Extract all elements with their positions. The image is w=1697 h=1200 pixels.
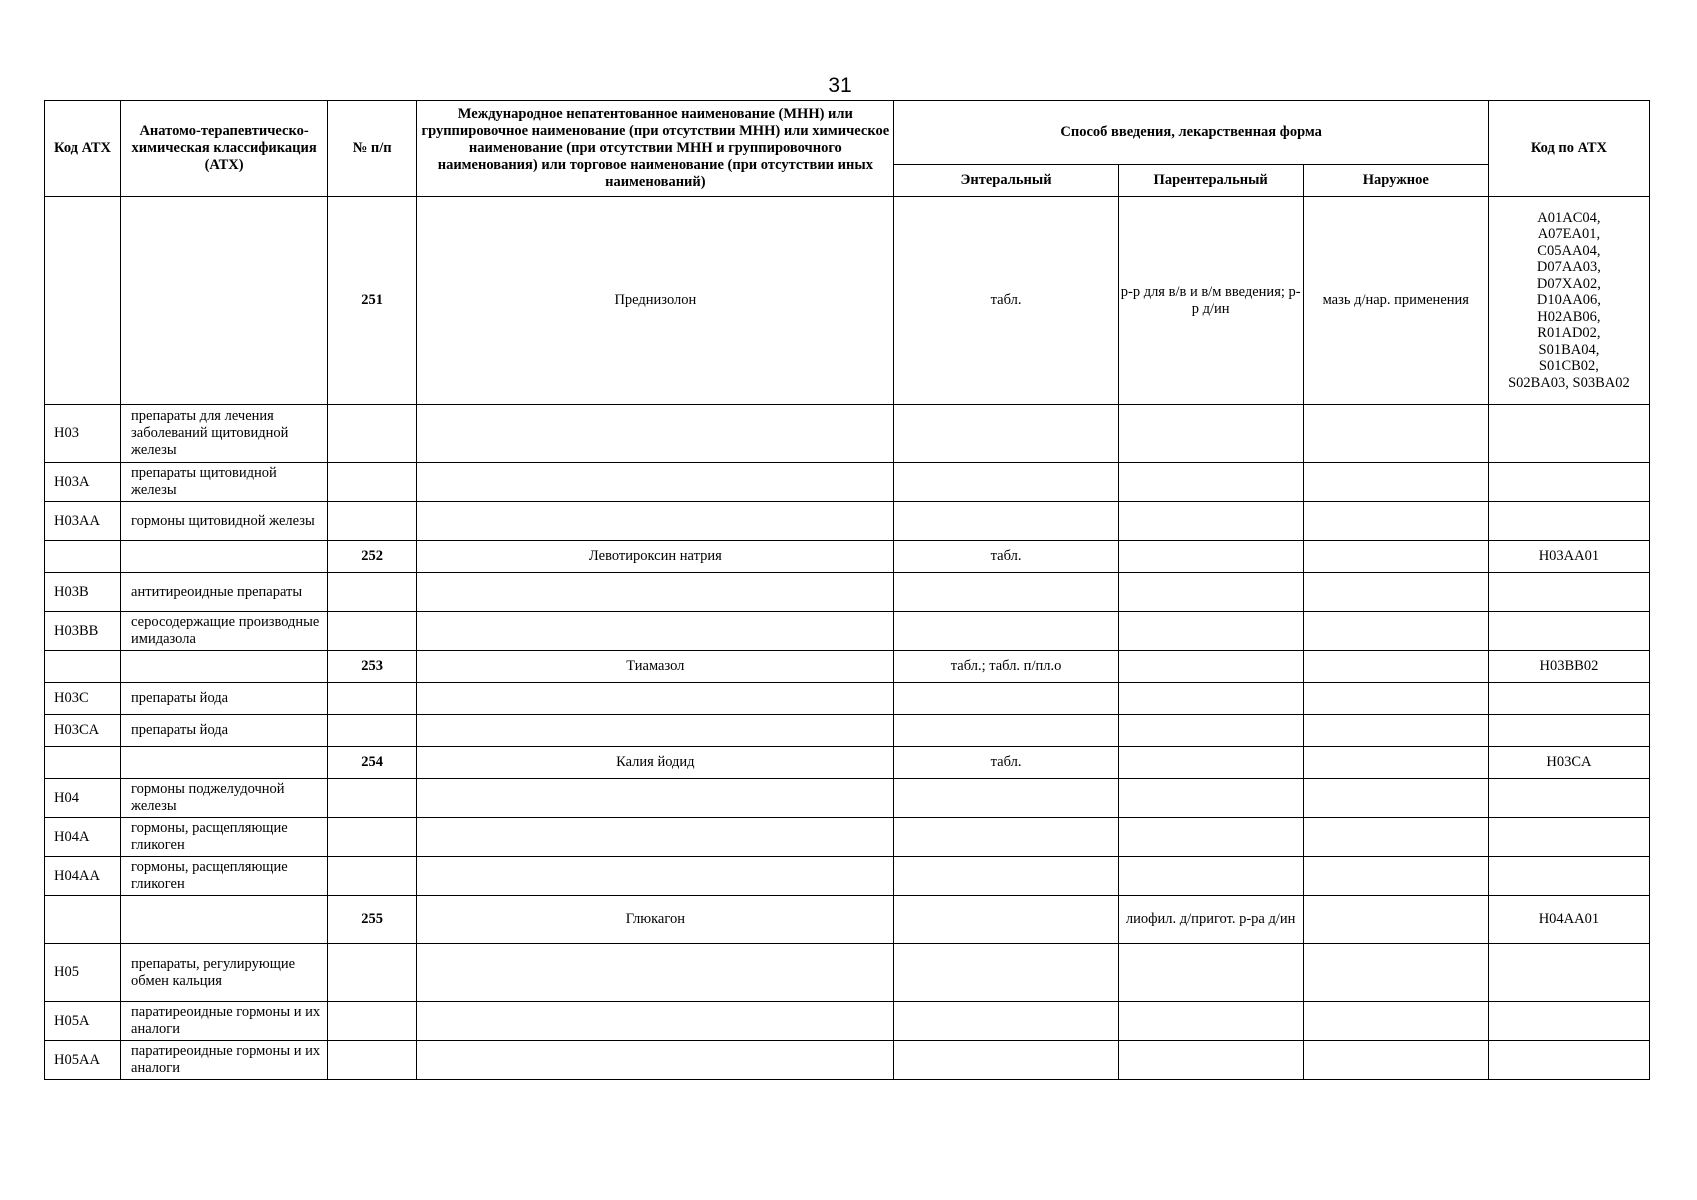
cell-external [1303,1041,1488,1080]
cell-name [417,779,894,818]
table-row [45,612,1650,651]
cell-external [1303,715,1488,747]
cell-parenteral [1118,1002,1303,1041]
header-number: № п/п [328,101,417,197]
cell-classification: гормоны, расщепляющие гликоген [121,818,328,857]
cell-atx-code [1488,715,1649,747]
table-header [45,101,1650,197]
cell-external [1303,541,1488,573]
cell-number [328,502,417,541]
cell-parenteral [1118,944,1303,1002]
cell-classification: паратиреоидные гормоны и их аналоги [121,1002,328,1041]
cell-number [328,683,417,715]
cell-code [45,747,121,779]
table-row [45,944,1650,1002]
cell-parenteral [1118,405,1303,463]
cell-enteral [894,818,1118,857]
cell-parenteral [1118,463,1303,502]
atx-code: C05AA04, [1537,242,1601,259]
table-row [45,1041,1650,1080]
header-name: Международное непатентованное наименование (МНН) или группировочное наименование (при отсутствии МНН) или химическое наименование (при отсутствии МНН и группировочного наименования) или торговое наименование (при отсутствии иных наименований) [417,101,894,197]
cell-classification: паратиреоидные гормоны и их аналоги [121,1041,328,1080]
cell-classification: препараты, регулирующие обмен кальция [121,944,328,1002]
cell-enteral: табл. [894,541,1118,573]
cell-enteral: табл. [894,197,1118,405]
atx-code: R01AD02, [1537,325,1601,342]
cell-atx-code [1488,573,1649,612]
table-row [45,747,1650,779]
cell-classification: препараты щитовидной железы [121,463,328,502]
cell-atx-code [1488,502,1649,541]
cell-classification [121,896,328,944]
atx-code: S02BA03, S03BA02 [1508,374,1630,391]
cell-atx-code [1488,1041,1649,1080]
cell-external [1303,651,1488,683]
cell-external [1303,573,1488,612]
cell-number: 251 [328,197,417,405]
cell-code [45,896,121,944]
header-enteral: Энтеральный [894,165,1118,197]
table-row [45,896,1650,944]
cell-external [1303,857,1488,896]
cell-classification: гормоны, расщепляющие гликоген [121,857,328,896]
cell-external [1303,502,1488,541]
cell-parenteral [1118,651,1303,683]
table-body [45,197,1650,1080]
table-row [45,502,1650,541]
cell-number [328,944,417,1002]
atx-code: S01BA04, [1538,341,1600,358]
cell-atx-code [1488,818,1649,857]
cell-code [45,541,121,573]
cell-parenteral: лиофил. д/пригот. р-ра д/ин [1118,896,1303,944]
atx-code: D10AA06, [1536,292,1601,309]
atx-code: A07EA01, [1537,226,1601,243]
cell-number: 255 [328,896,417,944]
table-row [45,463,1650,502]
table-row [45,683,1650,715]
cell-parenteral [1118,1041,1303,1080]
cell-code: H05A [45,1002,121,1041]
cell-parenteral [1118,747,1303,779]
cell-number [328,463,417,502]
cell-external [1303,944,1488,1002]
cell-name [417,944,894,1002]
cell-atx-code [1488,651,1649,683]
table-row [45,818,1650,857]
cell-name [417,502,894,541]
cell-code: H05 [45,944,121,1002]
cell-enteral [894,502,1118,541]
cell-name: Калия йодид [417,747,894,779]
cell-number [328,405,417,463]
cell-enteral [894,896,1118,944]
cell-number: 254 [328,747,417,779]
cell-name: Глюкагон [417,896,894,944]
cell-atx-code [1488,463,1649,502]
cell-parenteral [1118,612,1303,651]
cell-atx-code [1488,197,1649,405]
cell-atx-code [1488,779,1649,818]
cell-code [45,197,121,405]
cell-parenteral: р-р для в/в и в/м введения; р-р д/ин [1118,197,1303,405]
cell-number: 252 [328,541,417,573]
cell-external [1303,818,1488,857]
table-row [45,405,1650,463]
cell-classification: препараты йода [121,683,328,715]
cell-enteral [894,573,1118,612]
page-number: 31 [828,74,852,97]
cell-atx-code [1488,612,1649,651]
table-row [45,857,1650,896]
cell-external [1303,612,1488,651]
cell-external [1303,405,1488,463]
cell-parenteral [1118,502,1303,541]
cell-number [328,779,417,818]
cell-classification: препараты для лечения заболеваний щитовидной железы [121,405,328,463]
atx-code: S01CB02, [1538,358,1599,375]
cell-code: H03B [45,573,121,612]
atx-code-list [1491,911,1647,928]
cell-number [328,818,417,857]
cell-classification: серосодержащие производные имидазола [121,612,328,651]
cell-name [417,1002,894,1041]
cell-name [417,612,894,651]
cell-enteral [894,1002,1118,1041]
cell-name: Левотироксин натрия [417,541,894,573]
atx-code: H03CA [1546,754,1592,771]
table-row [45,715,1650,747]
atx-code: D07XA02, [1536,275,1601,292]
cell-external [1303,896,1488,944]
atx-code-list [1491,754,1647,771]
cell-external [1303,779,1488,818]
cell-atx-code [1488,683,1649,715]
cell-parenteral [1118,683,1303,715]
cell-atx-code [1488,896,1649,944]
table-row [45,541,1650,573]
atx-code: A01AC04, [1537,209,1601,226]
table-row [45,573,1650,612]
cell-code: H03CA [45,715,121,747]
cell-enteral [894,463,1118,502]
table-row [45,779,1650,818]
cell-code: H03 [45,405,121,463]
cell-parenteral [1118,573,1303,612]
cell-enteral [894,715,1118,747]
atx-code: H03AA01 [1538,548,1600,565]
cell-name [417,573,894,612]
cell-parenteral [1118,818,1303,857]
atx-code-list [1491,548,1647,565]
cell-classification: гормоны щитовидной железы [121,502,328,541]
cell-code: H03AA [45,502,121,541]
atx-code-list [1491,658,1647,675]
cell-name [417,1041,894,1080]
atx-code: D07AA03, [1536,259,1601,276]
header-code-atx: Код АТХ [45,101,121,197]
atx-code: H02AB06, [1537,308,1601,325]
cell-code: H04AA [45,857,121,896]
header-classification: Анатомо-терапевтическо-химическая классификация (АТХ) [121,101,328,197]
table-row [45,197,1650,405]
cell-name [417,818,894,857]
atx-code-list [1491,210,1647,392]
cell-atx-code [1488,405,1649,463]
header-external: Наружное [1303,165,1488,197]
cell-number [328,715,417,747]
cell-parenteral [1118,541,1303,573]
header-atx-code: Код по АТХ [1488,101,1649,197]
cell-enteral: табл. [894,747,1118,779]
cell-atx-code [1488,541,1649,573]
cell-atx-code [1488,857,1649,896]
atx-classification-table [44,100,1650,1080]
cell-name [417,463,894,502]
cell-enteral [894,857,1118,896]
cell-code: H03BB [45,612,121,651]
cell-enteral [894,779,1118,818]
table-row [45,651,1650,683]
cell-number [328,1041,417,1080]
cell-code [45,651,121,683]
cell-name [417,683,894,715]
cell-number: 253 [328,651,417,683]
cell-number [328,573,417,612]
header-parenteral: Парентеральный [1118,165,1303,197]
cell-number [328,1002,417,1041]
cell-parenteral [1118,779,1303,818]
cell-enteral: табл.; табл. п/пл.о [894,651,1118,683]
cell-code: H04 [45,779,121,818]
cell-name [417,715,894,747]
cell-code: H04A [45,818,121,857]
cell-enteral [894,683,1118,715]
cell-classification [121,747,328,779]
cell-atx-code [1488,944,1649,1002]
cell-name [417,857,894,896]
cell-external: мазь д/нар. применения [1303,197,1488,405]
cell-classification [121,651,328,683]
cell-classification [121,197,328,405]
cell-name: Преднизолон [417,197,894,405]
atx-code: H03BB02 [1539,658,1599,675]
cell-atx-code [1488,1002,1649,1041]
cell-parenteral [1118,715,1303,747]
cell-name: Тиамазол [417,651,894,683]
atx-code: H04AA01 [1538,911,1600,928]
cell-atx-code [1488,747,1649,779]
cell-code: H03C [45,683,121,715]
cell-enteral [894,612,1118,651]
cell-number [328,612,417,651]
cell-classification: препараты йода [121,715,328,747]
header-route-group: Способ введения, лекарственная форма [894,101,1488,165]
cell-number [328,857,417,896]
cell-enteral [894,405,1118,463]
cell-external [1303,683,1488,715]
cell-external [1303,463,1488,502]
cell-parenteral [1118,857,1303,896]
cell-enteral [894,944,1118,1002]
cell-enteral [894,1041,1118,1080]
cell-classification: гормоны поджелудочной железы [121,779,328,818]
table-row [45,1002,1650,1041]
cell-classification: антитиреоидные препараты [121,573,328,612]
cell-external [1303,1002,1488,1041]
cell-name [417,405,894,463]
cell-code: H05AA [45,1041,121,1080]
cell-code: H03A [45,463,121,502]
cell-classification [121,541,328,573]
cell-external [1303,747,1488,779]
